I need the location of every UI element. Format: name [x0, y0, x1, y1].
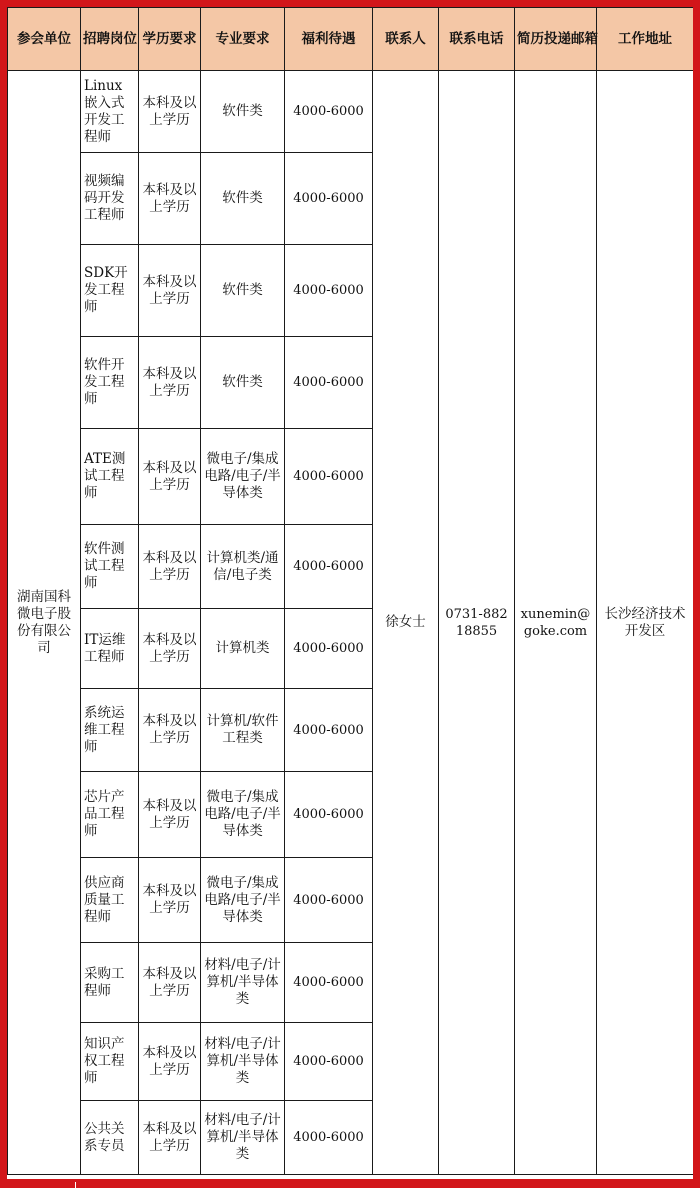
major-cell: 软件类 [201, 337, 285, 429]
salary-cell: 4000-6000 [285, 943, 373, 1023]
salary-cell: 4000-6000 [285, 858, 373, 943]
contact-person-cell: 徐女士 [373, 71, 439, 1175]
position-cell: 知识产权工程师 [81, 1023, 139, 1101]
education-cell: 本科及以上学历 [139, 1023, 201, 1101]
recruitment-table-container [7, 7, 693, 1179]
major-cell: 材料/电子/计算机/半导体类 [201, 1101, 285, 1175]
header-email: 简历投递邮箱 [515, 8, 597, 71]
position-cell: 公共关系专员 [81, 1101, 139, 1175]
education-cell: 本科及以上学历 [139, 772, 201, 858]
position-cell: ATE测试工程师 [81, 429, 139, 525]
header-education: 学历要求 [139, 8, 201, 71]
header-salary: 福利待遇 [285, 8, 373, 71]
major-cell: 微电子/集成电路/电子/半导体类 [201, 429, 285, 525]
salary-cell: 4000-6000 [285, 337, 373, 429]
table-header-row [8, 8, 694, 71]
position-cell: IT运维工程师 [81, 609, 139, 689]
position-cell: 供应商质量工程师 [81, 858, 139, 943]
major-cell: 材料/电子/计算机/半导体类 [201, 943, 285, 1023]
phone-cell: 0731-88218855 [439, 71, 515, 1175]
salary-cell: 4000-6000 [285, 1023, 373, 1101]
header-address: 工作地址 [597, 8, 694, 71]
education-cell: 本科及以上学历 [139, 429, 201, 525]
position-cell: 视频编码开发工程师 [81, 153, 139, 245]
salary-cell: 4000-6000 [285, 609, 373, 689]
major-cell: 软件类 [201, 245, 285, 337]
education-cell: 本科及以上学历 [139, 689, 201, 772]
header-company: 参会单位 [8, 8, 81, 71]
major-cell: 微电子/集成电路/电子/半导体类 [201, 772, 285, 858]
education-cell: 本科及以上学历 [139, 858, 201, 943]
header-phone: 联系电话 [439, 8, 515, 71]
salary-cell: 4000-6000 [285, 1101, 373, 1175]
header-position: 招聘岗位 [81, 8, 139, 71]
position-cell: 系统运维工程师 [81, 689, 139, 772]
header-major: 专业要求 [201, 8, 285, 71]
education-cell: 本科及以上学历 [139, 609, 201, 689]
bottom-tick-mark [75, 1182, 76, 1188]
salary-cell: 4000-6000 [285, 245, 373, 337]
salary-cell: 4000-6000 [285, 429, 373, 525]
position-cell: SDK开发工程师 [81, 245, 139, 337]
major-cell: 微电子/集成电路/电子/半导体类 [201, 858, 285, 943]
education-cell: 本科及以上学历 [139, 943, 201, 1023]
position-cell: 采购工程师 [81, 943, 139, 1023]
position-cell: 软件测试工程师 [81, 525, 139, 609]
education-cell: 本科及以上学历 [139, 525, 201, 609]
major-cell: 材料/电子/计算机/半导体类 [201, 1023, 285, 1101]
table-row [8, 71, 694, 153]
header-contact: 联系人 [373, 8, 439, 71]
salary-cell: 4000-6000 [285, 525, 373, 609]
major-cell: 软件类 [201, 153, 285, 245]
recruitment-table [7, 7, 693, 1175]
position-cell: 芯片产品工程师 [81, 772, 139, 858]
major-cell: 计算机类 [201, 609, 285, 689]
position-cell: Linux 嵌入式开发工程师 [81, 71, 139, 153]
education-cell: 本科及以上学历 [139, 71, 201, 153]
education-cell: 本科及以上学历 [139, 1101, 201, 1175]
salary-cell: 4000-6000 [285, 71, 373, 153]
salary-cell: 4000-6000 [285, 153, 373, 245]
education-cell: 本科及以上学历 [139, 153, 201, 245]
company-cell: 湖南国科微电子股份有限公司 [8, 71, 81, 1175]
email-cell: xunemin@goke.com [515, 71, 597, 1175]
position-cell: 软件开发工程师 [81, 337, 139, 429]
education-cell: 本科及以上学历 [139, 337, 201, 429]
major-cell: 软件类 [201, 71, 285, 153]
address-cell: 长沙经济技术开发区 [597, 71, 694, 1175]
major-cell: 计算机/软件工程类 [201, 689, 285, 772]
education-cell: 本科及以上学历 [139, 245, 201, 337]
salary-cell: 4000-6000 [285, 689, 373, 772]
salary-cell: 4000-6000 [285, 772, 373, 858]
major-cell: 计算机类/通信/电子类 [201, 525, 285, 609]
